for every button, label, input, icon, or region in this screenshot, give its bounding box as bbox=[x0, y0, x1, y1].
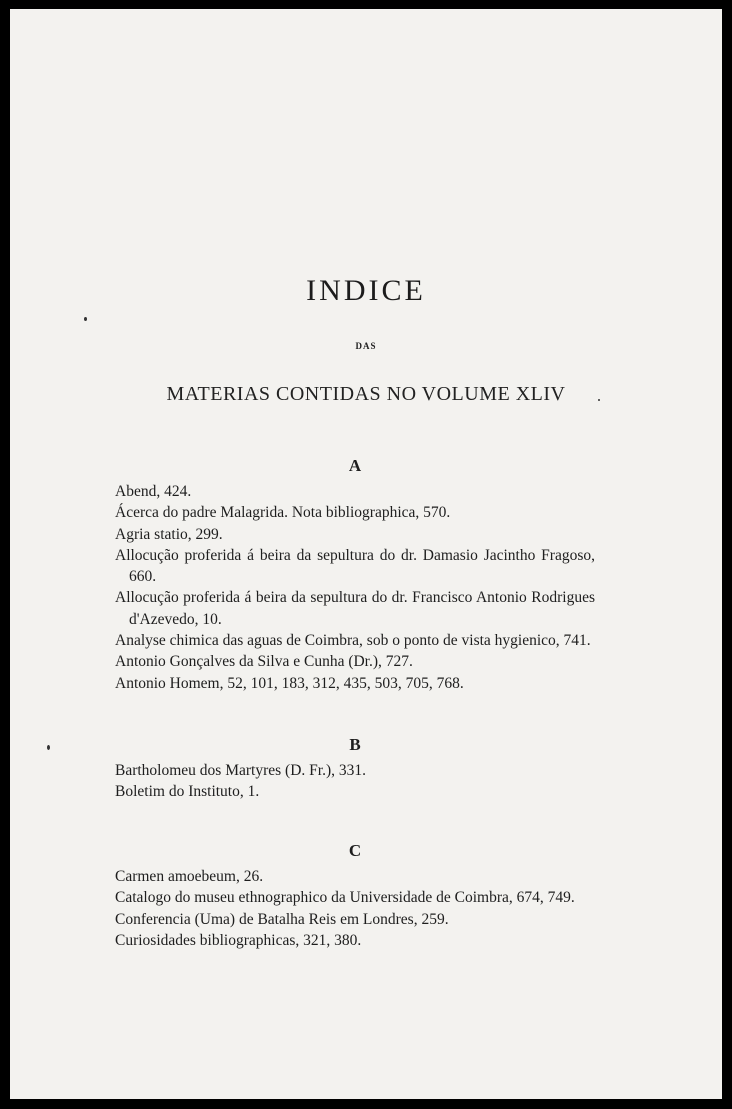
index-entry: Antonio Gonçalves da Silva e Cunha (Dr.), 727. bbox=[115, 653, 413, 671]
section-letter: A bbox=[348, 456, 362, 475]
index-entry: Ácerca do padre Malagrida. Nota bibliographica, 570. bbox=[115, 504, 451, 522]
entry-list bbox=[115, 760, 595, 803]
scan-speck bbox=[598, 399, 600, 401]
page-heading: MATERIAS CONTIDAS NO VOLUME XLIV bbox=[166, 383, 566, 405]
index-entry: Agria statio, 299. bbox=[115, 525, 223, 543]
index-entry: Abend, 424. bbox=[115, 483, 192, 500]
index-entry: Carmen amoebeum, 26. bbox=[115, 868, 264, 885]
index-entry: Curiosidades bibliographicas, 321, 380. bbox=[115, 931, 362, 949]
section-letter: C bbox=[348, 841, 362, 860]
section-letter: B bbox=[349, 735, 361, 754]
index-entry: Catalogo do museu ethnographico da Universidade de Coimbra, 674, 749. bbox=[115, 889, 575, 907]
scan-speck bbox=[84, 317, 87, 321]
index-entry: Allocução proferida á beira da sepultura do dr. Francisco Antonio Rodrigues d'Azevedo, 10. bbox=[115, 589, 595, 628]
index-entry: Bartholomeu dos Martyres (D. Fr.), 331. bbox=[115, 762, 366, 779]
entry-list bbox=[115, 481, 595, 694]
scan-speck bbox=[47, 745, 50, 750]
entry-list bbox=[115, 866, 595, 951]
index-section-a bbox=[115, 455, 595, 694]
index-entry: Conferencia (Uma) de Batalha Reis em Londres, 259. bbox=[115, 910, 449, 928]
page-subtitle: DAS bbox=[355, 341, 377, 351]
index-section-b bbox=[115, 734, 595, 803]
index-entry: Allocução proferida á beira da sepultura do dr. Damasio Jacintho Fragoso, 660. bbox=[115, 546, 595, 586]
document-page bbox=[10, 9, 722, 1099]
index-entry: Analyse chimica das aguas de Coimbra, sob o ponto de vista hygienico, 741. bbox=[115, 632, 591, 650]
page-title: INDICE bbox=[306, 274, 426, 307]
index-entry: Boletim do Instituto, 1. bbox=[115, 783, 260, 801]
index-entry: Antonio Homem, 52, 101, 183, 312, 435, 503, 705, 768. bbox=[115, 674, 464, 692]
index-section-c bbox=[115, 840, 595, 951]
